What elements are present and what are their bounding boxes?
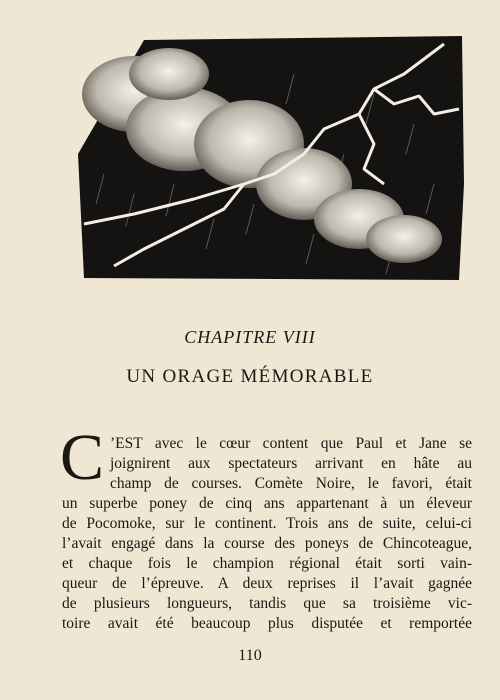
text-line: de Pocomoke, sur le continent. Trois ans de suite, celui-ci [62, 515, 472, 532]
text-line: de plusieurs longueurs, tandis que sa troisième vic- [62, 595, 472, 612]
text-line: un superbe poney de cinq ans appartenant à un éleveur [62, 495, 472, 512]
chapter-label: CHAPITRE VIII [184, 327, 316, 347]
text-line: l’avait engagé dans la course des poneys de Chincoteague, [62, 535, 472, 552]
text-line: et chaque fois le champion régional était sorti vain- [62, 555, 472, 572]
text-line: joignirent aux spectateurs arrivant en hâte au [110, 455, 472, 472]
text-line: ’EST avec le cœur content que Paul et Jane se [110, 435, 472, 452]
text-line: toire avait été beaucoup plus disputée et remportée [62, 615, 472, 632]
page-number: 110 [238, 647, 262, 664]
text-line: champ de courses. Comète Noire, le favori, était [110, 475, 472, 492]
storm-illustration [74, 34, 464, 280]
text-line: queur de l’épreuve. A deux reprises il l’avait gagnée [62, 575, 472, 592]
chapter-title: UN ORAGE MÉMORABLE [126, 366, 374, 387]
drop-cap: C [60, 421, 105, 494]
